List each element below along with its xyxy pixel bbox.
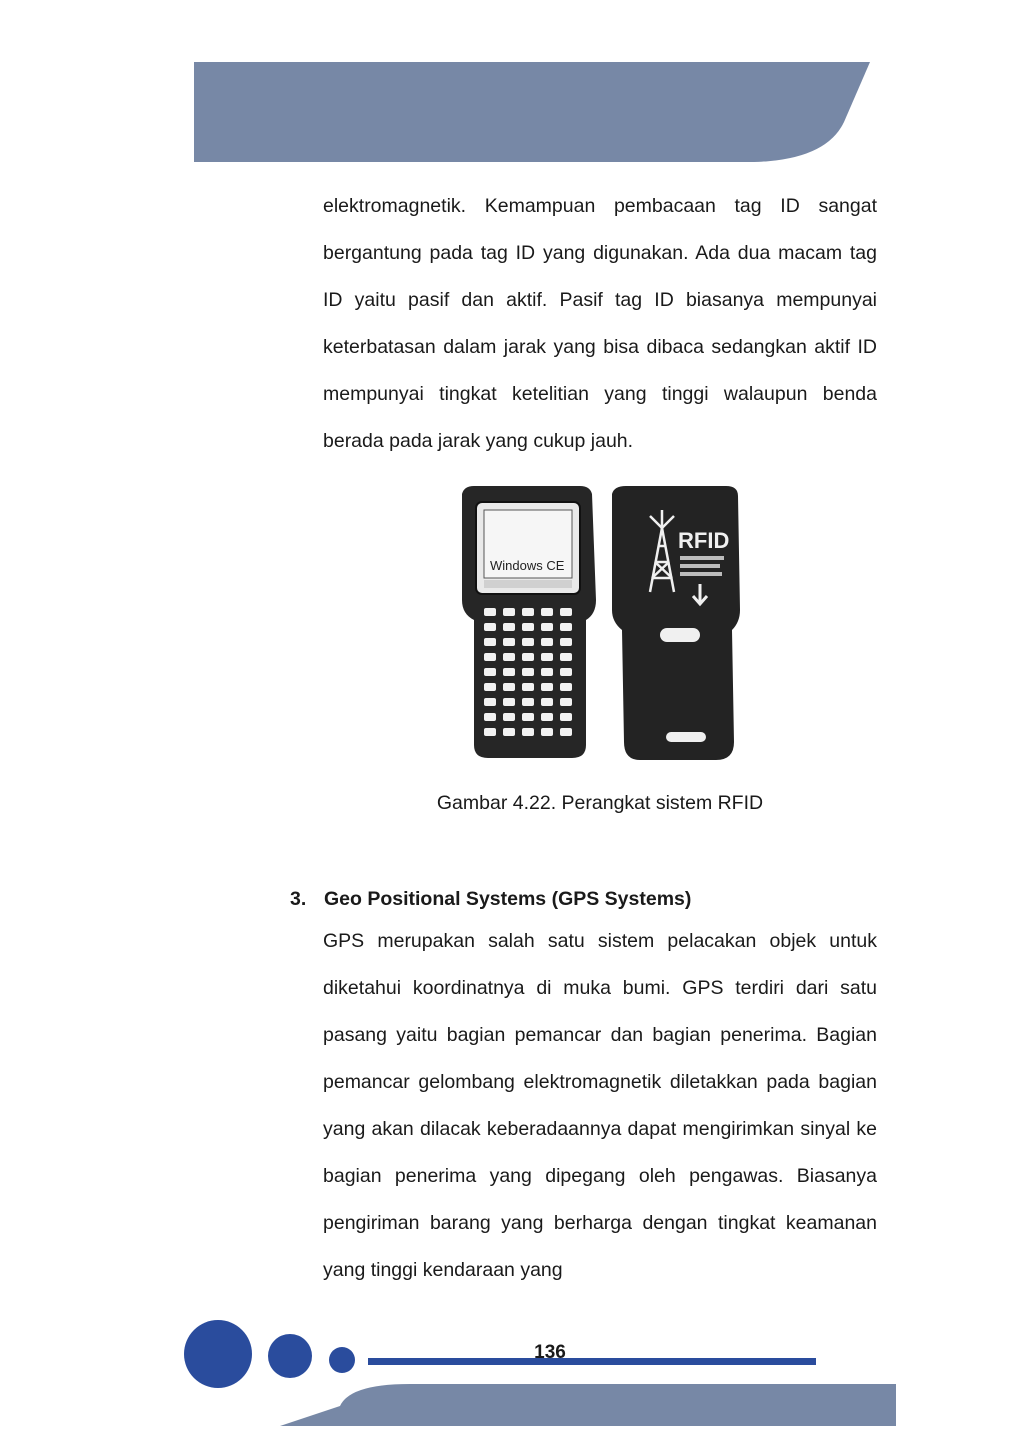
keypad-key [560, 698, 572, 706]
page-number: 136 [534, 1342, 566, 1363]
keypad-key [503, 728, 515, 736]
figure-caption: Gambar 4.22. Perangkat sistem RFID [436, 792, 764, 814]
keypad-key [484, 668, 496, 676]
keypad-key [541, 653, 553, 661]
keypad-key [484, 728, 496, 736]
keypad-key [484, 683, 496, 691]
section-number: 3. [290, 888, 307, 910]
keypad-key [560, 683, 572, 691]
device-latch [666, 732, 706, 742]
keypad-key [560, 653, 572, 661]
footer-dot-small [329, 1347, 355, 1373]
keypad-key [503, 668, 515, 676]
keypad-key [560, 638, 572, 646]
keypad-key [541, 608, 553, 616]
footer-dot-medium [268, 1334, 312, 1378]
keypad-key [503, 623, 515, 631]
keypad-key [522, 668, 534, 676]
rfid-device-figure [440, 480, 760, 770]
keypad-key [503, 698, 515, 706]
body-paragraph-2 [323, 918, 877, 1294]
footer-band [280, 1384, 896, 1426]
keypad-key [560, 713, 572, 721]
keypad-key [503, 608, 515, 616]
device-screen-text: Windows CE [490, 558, 565, 573]
keypad-key [503, 653, 515, 661]
keypad-key [541, 638, 553, 646]
section-heading [290, 882, 890, 916]
keypad-key [522, 698, 534, 706]
device-slot [660, 628, 700, 642]
keypad-key [484, 638, 496, 646]
keypad-key [560, 728, 572, 736]
keypad-key [541, 713, 553, 721]
keypad-key [560, 608, 572, 616]
keypad-key [560, 668, 572, 676]
keypad-key [541, 728, 553, 736]
paragraph-text: elektromagnetik. Kemampuan pembacaan tag ID sangat bergantung pada tag ID yang digunakan. Ada dua macam tag ID yaitu pasif dan aktif. Pasif tag ID biasanya mempunyai keterbatasan dalam jarak yang bisa dibaca sedangkan aktif ID mempunyai tingkat ketelitian yang tinggi walaupun benda berada pada jarak yang cukup jauh. [323, 195, 877, 452]
header-band [194, 62, 874, 162]
section-title: Geo Positional Systems (GPS Systems) [324, 888, 692, 910]
keypad-key [484, 608, 496, 616]
keypad-key [522, 683, 534, 691]
rfid-handheld-back [612, 486, 740, 760]
keypad-key [484, 653, 496, 661]
keypad-key [522, 713, 534, 721]
keypad-key [522, 638, 534, 646]
body-paragraph-1 [323, 183, 877, 465]
keypad-key [522, 608, 534, 616]
keypad-key [522, 623, 534, 631]
paragraph-text: GPS merupakan salah satu sistem pelacakan objek untuk diketahui koordinatnya di muka bumi. GPS terdiri dari satu pasang yaitu bagian pemancar dan bagian penerima. Bagian pemancar gelombang elektromagnetik diletakkan pada bagian yang akan dilacak keberadaannya dapat mengirimkan sinyal ke bagian penerima yang dipegang oleh pengawas. Biasanya pengiriman barang yang berharga dengan tingkat keamanan yang tinggi kendaraan yang [323, 930, 877, 1281]
keypad-key [541, 668, 553, 676]
keypad-key [503, 713, 515, 721]
keypad-key [541, 683, 553, 691]
footer-decoration [180, 1318, 900, 1428]
keypad-key [560, 623, 572, 631]
keypad-key [522, 653, 534, 661]
keypad-key [484, 623, 496, 631]
keypad-key [522, 728, 534, 736]
keypad-key [484, 698, 496, 706]
keypad-key [541, 623, 553, 631]
keypad-key [484, 713, 496, 721]
keypad-key [503, 638, 515, 646]
keypad-key [541, 698, 553, 706]
keypad-key [503, 683, 515, 691]
footer-dot-large [184, 1320, 252, 1388]
rfid-handheld-front [462, 486, 596, 758]
rfid-logo-text: RFID [678, 528, 730, 553]
